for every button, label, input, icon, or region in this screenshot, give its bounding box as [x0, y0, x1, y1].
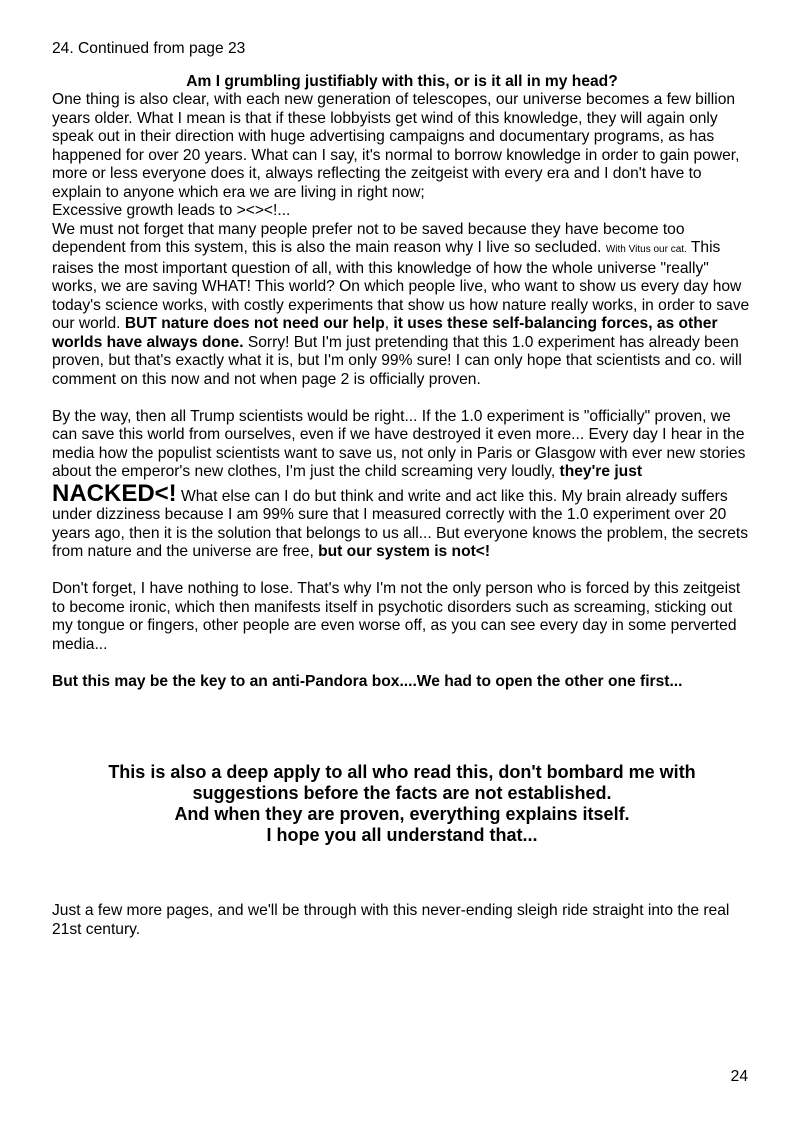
- p1-text-b: Excessive growth leads to ><><!...: [52, 202, 291, 219]
- p1-bold-1: BUT nature does not need our help: [124, 315, 385, 332]
- p1-text-a: One thing is also clear, with each new generation of telescopes, our universe becomes a few billion years older. What I mean is that if these lobbyists get wind of this knowledge, they will again only speak out in their direction with huge advertising campaigns and documentary programs, as has happened for over 20 years. What can I say, it's normal to borrow knowledge in order to gain power, more or less everyone does it, always reflecting the zeitgeist with every era and I don't have to explain to anyone which era we are living in right now;: [52, 91, 740, 201]
- paragraph-3: Don't forget, I have nothing to lose. That's why I'm not the only person who is forced by this zeitgeist to become ironic, which then manifests itself in psychotic disorders such as screaming, sticking out my tongue or fingers, other people are even worse off, as you can see every day in some perverted media...: [52, 580, 741, 653]
- cat-note: With Vitus our cat.: [605, 244, 687, 255]
- section-title: Am I grumbling justifiably with this, or is it all in my head?: [186, 72, 618, 90]
- p1-text-c: We must not forget that many people prefer not to be saved because they have become too dependent from this system, this is also the main reason why I live so secluded.: [52, 220, 685, 256]
- pandora-line: But this may be the key to an anti-Pandora box....We had to open the other one first...: [52, 672, 683, 690]
- p2-bold-1: they're just: [559, 463, 643, 480]
- page-number: 24: [730, 1068, 748, 1085]
- appeal-line-4: I hope you all understand that...: [266, 825, 538, 845]
- paragraph-4: [52, 673, 752, 692]
- paragraph-1: [52, 91, 752, 389]
- p2-text-b: What else can I do but think and write and act like this. My brain already suffers under dizziness because I am 99% sure that I measured correctly with the 1.0 experiment over 20 years ago, then it is the solution that belongs to us all... But everyone knows the problem, the secrets from nature and the universe are free,: [52, 487, 749, 560]
- p2-text-a: By the way, then all Trump scientists would be right... If the 1.0 experiment is "officially" proven, we can save this world from ourselves, even if we have destroyed it even more... Every day I hear in the media how the populist scientists want to save us, not only in Paris or Glasgow with ever new stories about the emperor's new clothes, I'm just the child screaming very loudly,: [52, 407, 746, 480]
- p1-text-f: Sorry! But I'm just pretending that this 1.0 experiment has already been proven, but that's exactly what it is, but I'm only 99% sure! I can only hope that scientists and co. will comment on this now and not when page 2 is officially proven.: [52, 333, 742, 388]
- closing-paragraph: Just a few more pages, and we'll be through with this never-ending sleigh ride straight into the real 21st century.: [52, 902, 730, 938]
- continued-header: 24. Continued from page 23: [52, 40, 246, 57]
- appeal-line-1: This is also a deep apply to all who read this, don't bombard me with: [108, 762, 696, 782]
- appeal-line-2: suggestions before the facts are not established.: [192, 783, 612, 803]
- nacked-shout: NACKED<!: [52, 479, 177, 507]
- page-content: [52, 40, 752, 691]
- appeal-block: [52, 762, 752, 846]
- p1-bold-2: it uses these self-balancing forces, as other worlds have always done.: [52, 315, 718, 351]
- p2-bold-2: but our system is not<!: [318, 543, 491, 560]
- appeal-line-3: And when they are proven, everything explains itself.: [174, 804, 630, 824]
- p1-text-e: ,: [384, 315, 394, 332]
- paragraph-2: [52, 408, 752, 562]
- p1-text-d: This raises the most important question of all, with this knowledge of how the whole universe "really" works, we are saving WHAT! This world? On which people live, who want to show us every day how today's science works, with costly experiments that show us how nature really works, in order to save our world.: [52, 239, 750, 332]
